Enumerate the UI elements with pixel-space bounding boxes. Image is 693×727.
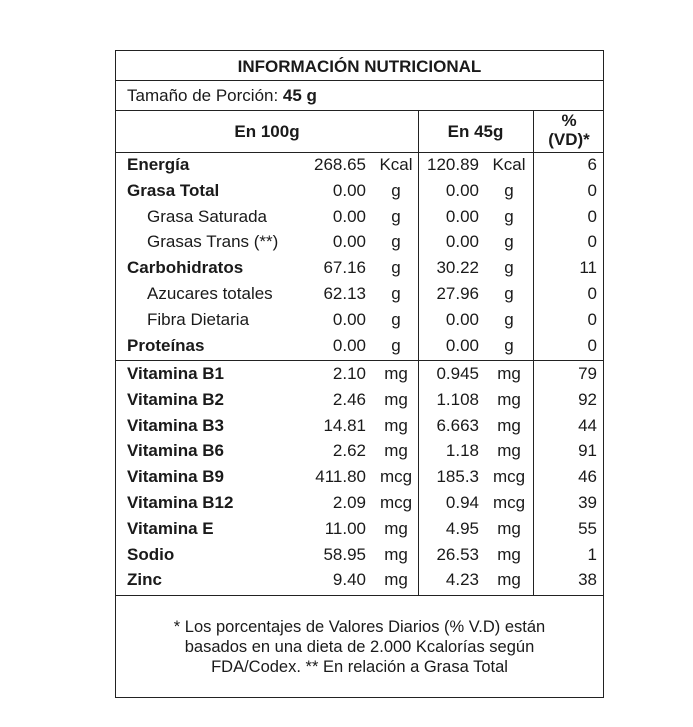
value-per-45g: 27.96 xyxy=(436,284,479,303)
nutrient-name: Sodio xyxy=(127,544,175,564)
unit-per-45g: mcg xyxy=(492,493,526,512)
unit-per-100g: g xyxy=(391,232,401,252)
value-per-45g: 0.00 xyxy=(445,335,479,355)
nutrient-name: Vitamina B6 xyxy=(127,441,225,461)
value-per-100g: 62.13 xyxy=(323,284,366,303)
nutrient-name: Grasas Trans (**) xyxy=(147,232,279,252)
serving-size-label: Tamaño de Porción: xyxy=(127,86,283,105)
value-per-100g: 0.00 xyxy=(332,206,366,226)
value-per-100g: 268.65 xyxy=(314,155,366,174)
vd-percent: 11 xyxy=(579,258,597,278)
unit-per-45g: g xyxy=(504,180,514,200)
value-per-45g: 185.3 xyxy=(436,467,479,487)
divider xyxy=(116,152,603,153)
nutrient-name: Proteínas xyxy=(127,335,205,355)
unit-per-100g: mg xyxy=(384,415,408,435)
value-per-45g: 1.18 xyxy=(445,441,479,461)
vd-percent: 1 xyxy=(587,544,597,564)
unit-per-45g: g xyxy=(504,206,514,226)
nutrient-name: Vitamina B1 xyxy=(127,364,225,383)
value-per-100g: 58.95 xyxy=(323,544,366,564)
footnote-line: basados en una dieta de 2.000 Kcalorías según xyxy=(184,638,535,656)
value-per-100g: 2.62 xyxy=(332,441,366,461)
divider xyxy=(116,80,603,81)
nutrient-name: Vitamina B9 xyxy=(127,467,225,487)
nutrient-name: Grasa Total xyxy=(127,180,220,200)
footnote xyxy=(116,617,603,677)
value-per-100g: 411.80 xyxy=(315,467,366,487)
value-per-100g: 2.46 xyxy=(332,389,366,409)
vd-percent: 0 xyxy=(587,232,597,252)
value-per-45g: 4.23 xyxy=(445,570,479,590)
divider xyxy=(116,360,603,361)
nutrient-name: Vitamina B3 xyxy=(127,415,225,435)
unit-per-100g: g xyxy=(391,258,401,278)
nutrient-name: Carbohidratos xyxy=(127,258,244,278)
unit-per-45g: g xyxy=(504,284,514,303)
unit-per-45g: mg xyxy=(497,389,521,409)
unit-per-100g: g xyxy=(391,206,401,226)
value-per-100g: 14.81 xyxy=(323,415,366,435)
serving-size-value: 45 g xyxy=(282,86,317,105)
value-per-45g: 1.108 xyxy=(436,389,479,409)
footnote-line: FDA/Codex. ** En relación a Grasa Total xyxy=(211,658,508,676)
serving-size xyxy=(127,86,317,106)
value-per-45g: 0.00 xyxy=(445,206,479,226)
panel-title: INFORMACIÓN NUTRICIONAL xyxy=(237,57,482,76)
unit-per-100g: mg xyxy=(384,570,408,590)
vd-percent: 0 xyxy=(587,309,597,329)
nutrient-name: Zinc xyxy=(127,570,162,590)
value-per-45g: 30.22 xyxy=(436,258,479,278)
value-per-100g: 2.10 xyxy=(332,364,366,383)
vd-percent: 55 xyxy=(578,518,597,538)
unit-per-45g: mg xyxy=(497,364,521,383)
column-divider xyxy=(533,110,534,595)
value-per-100g: 11.00 xyxy=(324,518,366,538)
nutrient-name: Vitamina B2 xyxy=(127,389,225,409)
nutrient-name: Fibra Dietaria xyxy=(147,309,250,329)
value-per-45g: 0.00 xyxy=(445,180,479,200)
unit-per-100g: mg xyxy=(384,389,408,409)
value-per-100g: 0.00 xyxy=(332,309,366,329)
unit-per-45g: Kcal xyxy=(492,155,526,174)
vd-percent: 38 xyxy=(578,570,597,590)
header-vd-label: (VD)* xyxy=(548,130,590,149)
unit-per-45g: g xyxy=(504,232,514,252)
unit-per-45g: mcg xyxy=(492,467,526,487)
nutrient-name: Vitamina E xyxy=(127,518,214,538)
unit-per-100g: mg xyxy=(384,544,408,564)
nutrient-name: Grasa Saturada xyxy=(147,206,268,226)
header-vd xyxy=(533,111,605,149)
vd-percent: 0 xyxy=(587,180,597,200)
header-per-45g: En 45g xyxy=(447,122,504,141)
value-per-45g: 0.00 xyxy=(445,309,479,329)
value-per-45g: 6.663 xyxy=(436,415,479,435)
unit-per-100g: g xyxy=(391,335,401,355)
vd-percent: 6 xyxy=(587,155,597,174)
vd-percent: 0 xyxy=(587,284,597,303)
vd-percent: 39 xyxy=(578,493,597,512)
vd-percent: 91 xyxy=(578,441,597,461)
value-per-45g: 0.94 xyxy=(445,493,479,512)
nutrition-facts-panel xyxy=(115,50,604,698)
footnote-line: * Los porcentajes de Valores Diarios (% V.D) están xyxy=(173,618,546,636)
header-per-100g: En 100g xyxy=(234,122,300,141)
unit-per-100g: g xyxy=(391,309,401,329)
unit-per-45g: mg xyxy=(497,415,521,435)
nutrient-name: Vitamina B12 xyxy=(127,493,234,512)
unit-per-45g: g xyxy=(504,258,514,278)
unit-per-100g: mcg xyxy=(379,493,413,512)
vd-percent: 46 xyxy=(578,467,597,487)
value-per-45g: 120.89 xyxy=(427,155,479,174)
header-vd-percent: % xyxy=(561,111,577,130)
unit-per-45g: mg xyxy=(497,518,521,538)
vd-percent: 0 xyxy=(587,335,597,355)
unit-per-100g: mg xyxy=(384,364,408,383)
value-per-100g: 67.16 xyxy=(323,258,366,278)
vd-percent: 0 xyxy=(587,206,597,226)
divider xyxy=(116,110,603,111)
value-per-100g: 0.00 xyxy=(332,180,366,200)
divider xyxy=(116,595,603,596)
unit-per-100g: Kcal xyxy=(379,155,413,174)
unit-per-100g: g xyxy=(391,284,401,303)
value-per-100g: 0.00 xyxy=(332,335,366,355)
vd-percent: 92 xyxy=(578,389,597,409)
value-per-100g: 9.40 xyxy=(332,570,366,590)
unit-per-45g: mg xyxy=(497,441,521,461)
unit-per-100g: mcg xyxy=(379,467,413,487)
nutrient-name: Energía xyxy=(127,155,190,174)
value-per-45g: 26.53 xyxy=(436,544,479,564)
unit-per-100g: mg xyxy=(384,441,408,461)
unit-per-45g: mg xyxy=(497,544,521,564)
value-per-100g: 0.00 xyxy=(332,232,366,252)
unit-per-100g: mg xyxy=(384,518,408,538)
nutrient-name: Azucares totales xyxy=(147,284,273,303)
value-per-45g: 0.945 xyxy=(436,364,479,383)
value-per-45g: 4.95 xyxy=(445,518,479,538)
vd-percent: 79 xyxy=(578,364,597,383)
value-per-45g: 0.00 xyxy=(445,232,479,252)
unit-per-45g: g xyxy=(504,335,514,355)
unit-per-45g: g xyxy=(504,309,514,329)
unit-per-100g: g xyxy=(391,180,401,200)
unit-per-45g: mg xyxy=(497,570,521,590)
value-per-100g: 2.09 xyxy=(332,493,366,512)
vd-percent: 44 xyxy=(578,415,597,435)
